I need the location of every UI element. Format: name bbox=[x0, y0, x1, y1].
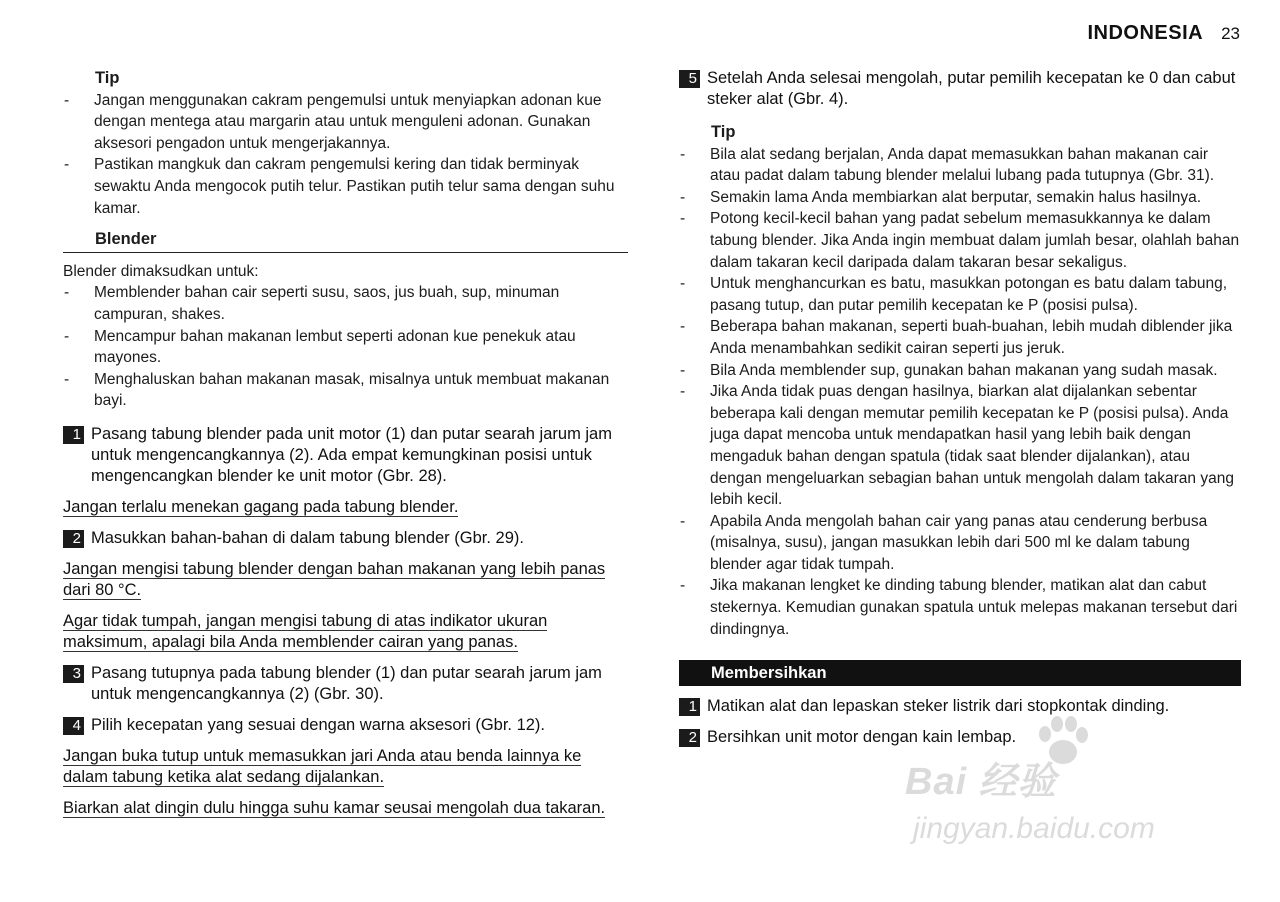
blender-section-title: Blender bbox=[63, 229, 628, 253]
step-number: 3 bbox=[63, 665, 84, 683]
step-number: 4 bbox=[63, 717, 84, 735]
step-text: Pilih kecepatan yang sesuai dengan warna aksesori (Gbr. 12). bbox=[91, 715, 546, 734]
page-number: 23 bbox=[1221, 24, 1240, 43]
blender-intro: Blender dimaksudkan untuk: bbox=[63, 262, 259, 280]
tip-list bbox=[63, 90, 628, 220]
list-item: - Jangan menggunakan cakram pengemulsi untuk menyiapkan adonan kue dengan mentega atau margarin atau untuk menguleni adonan. Gunakan aksesori pengadon untuk mengerjakannya. bbox=[63, 90, 628, 155]
step-number: 1 bbox=[679, 698, 700, 716]
step-4 bbox=[63, 715, 628, 736]
list-item: - Menghaluskan bahan makanan masak, misalnya untuk membuat makanan bayi. bbox=[63, 369, 628, 412]
list-item: - Jika makanan lengket ke dinding tabung blender, matikan alat dan cabut stekernya. Kemudian gunakan spatula untuk melepas makanan tersebut dari dindingnya. bbox=[679, 575, 1241, 640]
warning-text: Biarkan alat dingin dulu hingga suhu kamar seusai mengolah dua takaran. bbox=[63, 798, 606, 817]
warning-text: Jangan terlalu menekan gagang pada tabung blender. bbox=[63, 497, 459, 516]
list-item: - Jika Anda tidak puas dengan hasilnya, biarkan alat dijalankan sebentar beberapa kali dengan memutar pemilih kecepatan ke P (posisi pulsa). Anda juga dapat mencoba untuk mendapatkan hasil yang lebih baik dengan mengaduk bahan dengan spatula (tidak saat blender dijalankan), atau dengan mengeluarkan sebagian bahan untuk mengolah dalam takaran yang lebih kecil. bbox=[679, 381, 1241, 511]
step-text: Setelah Anda selesai mengolah, putar pemilih kecepatan ke 0 dan cabut steker alat (Gbr. 4). bbox=[707, 69, 1236, 108]
step-1 bbox=[63, 424, 628, 487]
list-item: - Memblender bahan cair seperti susu, saos, jus buah, sup, minuman campuran, shakes. bbox=[63, 282, 628, 325]
language-label: INDONESIA bbox=[1087, 22, 1204, 44]
warning-text: Jangan mengisi tabung blender dengan bahan makanan yang lebih panas dari 80 °C. bbox=[63, 559, 606, 599]
clean-step-2 bbox=[679, 727, 1241, 748]
watermark-url: jingyan.baidu.com bbox=[913, 812, 1155, 845]
watermark-brand: Bai 经验 bbox=[905, 761, 1057, 803]
cleaning-section-title: Membersihkan bbox=[679, 660, 1241, 686]
step-3 bbox=[63, 663, 628, 705]
page-header bbox=[1087, 22, 1240, 45]
list-item: - Potong kecil-kecil bahan yang padat sebelum memasukkannya ke dalam tabung blender. Jika Anda ingin membuat dalam jumlah besar, olahlah bahan dalam takaran kecil daripada dalam takaran besar sekaligus. bbox=[679, 208, 1241, 273]
list-item: - Beberapa bahan makanan, seperti buah-buahan, lebih mudah diblender jika Anda menambahkan sedikit cairan seperti jus jeruk. bbox=[679, 316, 1241, 359]
step-number: 2 bbox=[679, 729, 700, 747]
warning-text: Jangan buka tutup untuk memasukkan jari Anda atau benda lainnya ke dalam tabung ketika alat sedang dijalankan. bbox=[63, 746, 582, 786]
right-column bbox=[679, 66, 1241, 748]
step-number: 5 bbox=[679, 70, 700, 88]
list-item: - Apabila Anda mengolah bahan cair yang panas atau cenderung berbusa (misalnya, susu), jangan masukkan lebih dari 500 ml ke dalam tabung blender agar tidak tumpah. bbox=[679, 511, 1241, 576]
clean-step-1 bbox=[679, 696, 1241, 717]
list-item: - Bila Anda memblender sup, gunakan bahan makanan yang sudah masak. bbox=[679, 360, 1241, 382]
list-item: - Pastikan mangkuk dan cakram pengemulsi kering dan tidak berminyak sewaktu Anda mengocok putih telur. Pastikan putih telur sama dengan suhu kamar. bbox=[63, 154, 628, 219]
step-2 bbox=[63, 528, 628, 549]
blender-uses-list bbox=[63, 282, 628, 412]
step-text: Pasang tutupnya pada tabung blender (1) dan putar searah jarum jam untuk mengencangkannya (2) (Gbr. 30). bbox=[91, 663, 602, 703]
step-text: Matikan alat dan lepaskan steker listrik dari stopkontak dinding. bbox=[707, 697, 1170, 716]
tip-heading: Tip bbox=[95, 69, 120, 87]
list-item: - Semakin lama Anda membiarkan alat berputar, semakin halus hasilnya. bbox=[679, 187, 1241, 209]
step-text: Pasang tabung blender pada unit motor (1) dan putar searah jarum jam untuk mengencangkannya (2). Ada empat kemungkinan posisi untuk mengencangkan blender ke unit motor (Gbr. 28). bbox=[91, 424, 612, 485]
tip-heading: Tip bbox=[711, 123, 736, 141]
list-item: - Bila alat sedang berjalan, Anda dapat memasukkan bahan makanan cair atau padat dalam tabung blender melalui lubang pada tutupnya (Gbr. 31). bbox=[679, 144, 1241, 187]
step-number: 1 bbox=[63, 426, 84, 444]
tip-list bbox=[679, 144, 1241, 641]
step-number: 2 bbox=[63, 530, 84, 548]
warning-text: Agar tidak tumpah, jangan mengisi tabung di atas indikator ukuran maksimum, apalagi bila Anda memblender cairan yang panas. bbox=[63, 611, 548, 651]
left-column bbox=[63, 66, 628, 819]
list-item: - Untuk menghancurkan es batu, masukkan potongan es batu dalam tabung, pasang tutup, dan putar pemilih kecepatan ke P (posisi pulsa). bbox=[679, 273, 1241, 316]
step-5 bbox=[679, 68, 1241, 110]
step-text: Masukkan bahan-bahan di dalam tabung blender (Gbr. 29). bbox=[91, 528, 524, 547]
step-text: Bersihkan unit motor dengan kain lembap. bbox=[707, 728, 1017, 747]
list-item: - Mencampur bahan makanan lembut seperti adonan kue penekuk atau mayones. bbox=[63, 326, 628, 369]
